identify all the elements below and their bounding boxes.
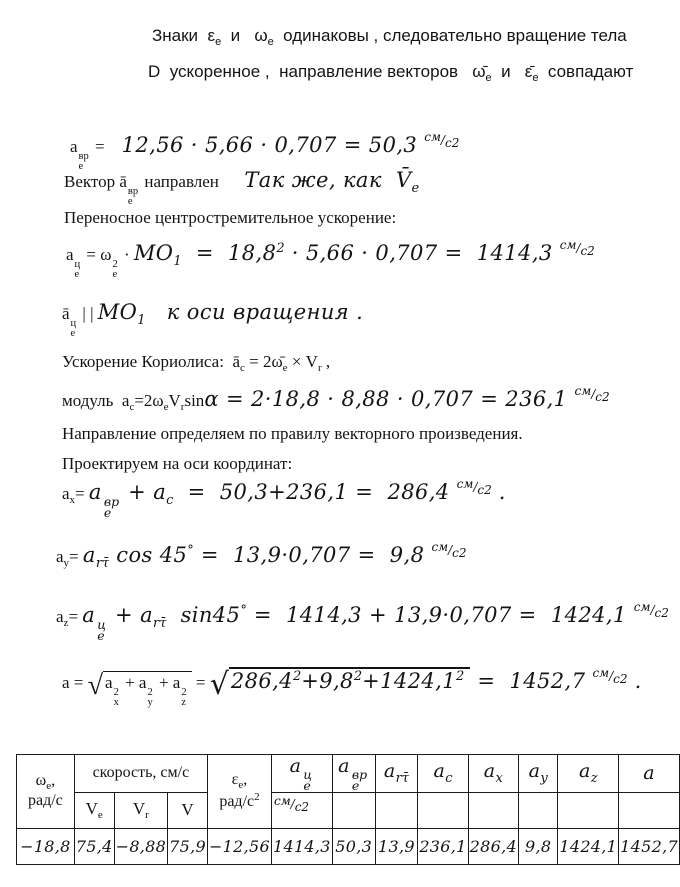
value-a-rt: 13,9 — [375, 828, 418, 864]
formula-ax: $a_x= a$ вр е + $a_с = 50,3+236,1 = 286,4$ $^{см/с2}$ . — [62, 477, 506, 521]
coriolis-magnitude-line: модуль $a_с=2\omega_еV_r\sin\alpha = 2\cdot 18,8 \cdot 8,88 \cdot 0,707 = 236,1$ $^{см/с2}$ — [62, 384, 610, 413]
ae-rotational-header-cell: a вр е — [332, 755, 375, 793]
value-a-coriolis: 236,1 — [418, 828, 468, 864]
epsilon-header-cell: $\varepsilon_е$, рад/$с^2$ — [207, 755, 271, 829]
coriolis-formula-line: Ускорение Кориолиса: $ā_с$ = $2\omegā_е \times V_r$ , — [62, 352, 331, 374]
value-a-total: 1452,7 — [619, 828, 680, 864]
value-ax: 286,4 — [468, 828, 518, 864]
a-rt-header-cell: $a_{r\taū}$ — [375, 755, 418, 793]
formula-ae-rotational: a вр е = 12,56 · 5,66 · 0,707 = 50,3 $^{см/с2}$ — [70, 130, 460, 172]
empty-cell — [418, 792, 468, 828]
statement-line-1: Знаки $\varepsilon_е$ и $\omega_е$ одинаковы , следовательно вращение тела — [152, 26, 627, 48]
empty-cell — [468, 792, 518, 828]
value-ay: 9,8 — [518, 828, 557, 864]
vector-direction-line: Вектор ā вр е направлен Так же, как $V̄_е$ — [64, 168, 420, 207]
az-header-cell: $a_z$ — [558, 755, 619, 793]
empty-cell — [375, 792, 418, 828]
formula-ay: $a_y= a_{r\taū}$ cos 45° = 13,9·0,707 = 9,8 $^{см/с2}$ — [56, 540, 467, 571]
empty-cell — [332, 792, 375, 828]
centripetal-heading: Переносное центростремительное ускорение: — [64, 208, 397, 227]
formula-ae-centripetal: a ц е = ω 2 е · $MO_1 = 18,8^2 \cdot 5,66 \cdot 0,707 = 1414,3$ $^{см/с2}$ — [66, 238, 595, 280]
vr-header-cell: $V_r$ — [114, 792, 168, 828]
a-coriolis-header-cell: $a_с$ — [418, 755, 468, 793]
empty-cell — [619, 792, 680, 828]
value-v: 75,9 — [168, 828, 208, 864]
ae-centripetal-header-cell: a ц е — [271, 755, 332, 793]
speed-group-header-cell: скорость, см/с — [74, 755, 207, 793]
projection-heading: Проектируем на оси координат: — [62, 454, 293, 473]
a-total-header-cell: a — [619, 755, 680, 793]
ve-header-cell: $V_е$ — [74, 792, 114, 828]
unit-cell: см/с2 — [271, 792, 332, 828]
value-omega: −18,8 — [17, 828, 75, 864]
value-ve: 75,4 — [74, 828, 114, 864]
formula-total-acceleration: a = √ a 2 x + a 2 y + a 2 z = $√286,4^2+9,8^2+1424,1^2 = 1452,7$ $^{см/с2}$ . — [62, 666, 642, 708]
value-ae-rotational: 50,3 — [332, 828, 375, 864]
direction-rule-note: Направление определяем по правилу векторного произведения. — [62, 424, 523, 443]
value-epsilon: −12,56 — [207, 828, 271, 864]
value-az: 1424,1 — [558, 828, 619, 864]
statement-line-2: D ускоренное , направление векторов $\omegā_е$ и $\varepsilon̄_е$ совпадают — [148, 62, 634, 84]
ax-header-cell: $a_x$ — [468, 755, 518, 793]
results-table — [16, 754, 680, 865]
empty-cell — [558, 792, 619, 828]
ay-header-cell: $a_y$ — [518, 755, 557, 793]
empty-cell — [518, 792, 557, 828]
omega-header-cell: $\omega_е$, рад/с — [17, 755, 75, 829]
v-header-cell: V — [168, 792, 208, 828]
parallel-axis-line: ā ц е | | $MO_1$ к оси вращения . — [62, 300, 364, 339]
value-ae-centripetal: 1414,3 — [271, 828, 332, 864]
value-vr: −8,88 — [114, 828, 168, 864]
formula-az: $a_z= a$ ц е + $a_{r\taū}$ sin45° = 1414,3 + 13,9·0,707 = 1424,1 $^{см/с2}$ — [56, 600, 669, 644]
